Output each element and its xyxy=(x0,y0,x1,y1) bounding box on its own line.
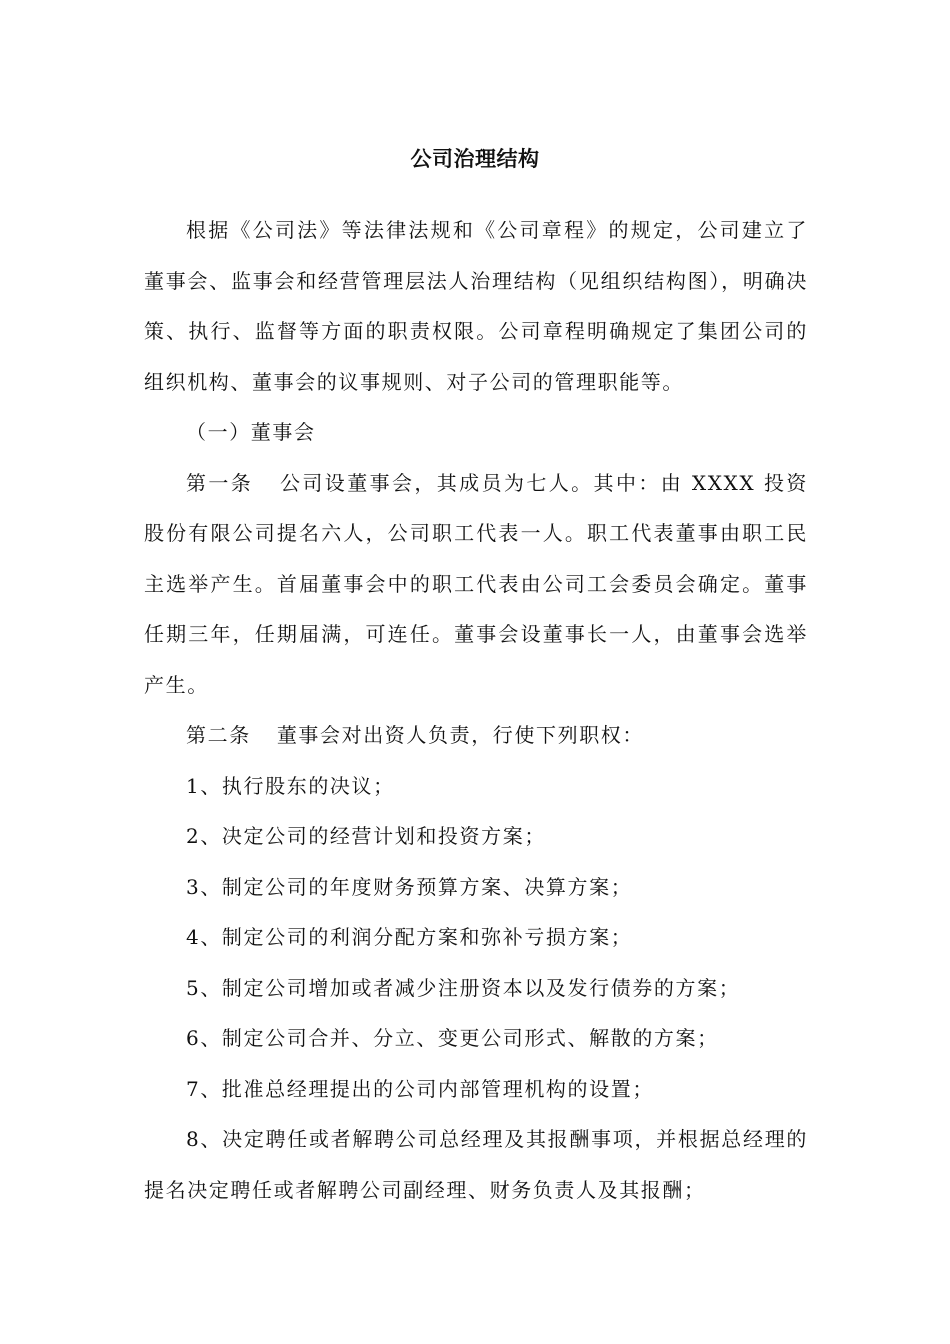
list-item: 6、制定公司合并、分立、变更公司形式、解散的方案； xyxy=(186,1026,719,1050)
article-1 xyxy=(144,458,808,711)
list-item: 8、决定聘任或者解聘公司总经理及其报酬事项，并根据总经理的提名决定聘任或者解聘公司副经理、财务负责人及其报酬； xyxy=(144,1127,808,1202)
article-2 xyxy=(144,710,808,761)
document-body xyxy=(144,205,808,1215)
article-1-text: 公司设董事会，其成员为七人。其中：由 XXXX 投资股份有限公司提名六人，公司职工代表一人。职工代表董事由职工民主选举产生。首届董事会中的职工代表由公司工会委员会确定。董事任期三年，任期届满，可连任。董事会设董事长一人，由董事会选举产生。 xyxy=(144,470,808,697)
list-item: 3、制定公司的年度财务预算方案、决算方案； xyxy=(186,874,633,899)
list-item: 2、决定公司的经营计划和投资方案； xyxy=(186,824,546,848)
list-item: 1、执行股东的决议； xyxy=(186,773,395,798)
article-1-label: 第一条 xyxy=(186,470,254,495)
article-2-label: 第二条 xyxy=(186,723,251,747)
article-2-text: 董事会对出资人负责，行使下列职权： xyxy=(276,723,645,747)
list-item: 7、批准总经理提出的公司内部管理机构的设置； xyxy=(186,1076,654,1101)
page-title: 公司治理结构 xyxy=(410,147,540,171)
section-heading: （一）董事会 xyxy=(186,420,316,444)
intro-paragraph: 根据《公司法》等法律法规和《公司章程》的规定，公司建立了董事会、监事会和经营管理层法人治理结构（见组织结构图），明确决策、执行、监督等方面的职责权限。公司章程明确规定了集团公司的组织机构、董事会的议事规则、对子公司的管理职能等。 xyxy=(144,218,808,394)
list-item: 5、制定公司增加或者减少注册资本以及发行债券的方案； xyxy=(186,975,741,1000)
list-item: 4、制定公司的利润分配方案和弥补亏损方案； xyxy=(186,925,633,949)
